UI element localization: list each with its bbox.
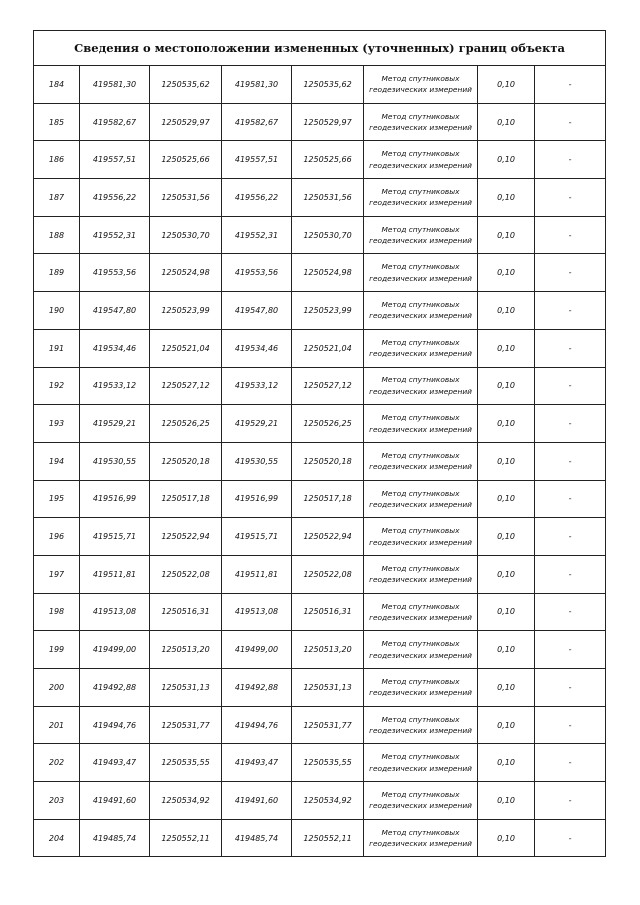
note-cell: - bbox=[535, 292, 606, 330]
note-cell: - bbox=[535, 442, 606, 480]
method-cell: Метод спутниковых геодезических измерений bbox=[364, 254, 478, 292]
y-existing-cell: 1250529,97 bbox=[150, 103, 222, 141]
table-title-row bbox=[34, 31, 606, 66]
x-existing-cell: 419533,12 bbox=[80, 367, 150, 405]
point-number-cell: 188 bbox=[34, 216, 80, 254]
table-row bbox=[34, 706, 606, 744]
point-number-cell: 189 bbox=[34, 254, 80, 292]
note-cell: - bbox=[535, 66, 606, 104]
precision-cell: 0,10 bbox=[478, 782, 535, 820]
table-row bbox=[34, 819, 606, 857]
y-existing-cell: 1250525,66 bbox=[150, 141, 222, 179]
table-row bbox=[34, 555, 606, 593]
note-cell: - bbox=[535, 631, 606, 669]
precision-cell: 0,10 bbox=[478, 706, 535, 744]
document-page bbox=[33, 30, 605, 857]
precision-cell: 0,10 bbox=[478, 367, 535, 405]
x-refined-cell: 419516,99 bbox=[222, 480, 292, 518]
x-existing-cell: 419492,88 bbox=[80, 669, 150, 707]
precision-cell: 0,10 bbox=[478, 405, 535, 443]
x-existing-cell: 419511,81 bbox=[80, 555, 150, 593]
y-refined-cell: 1250524,98 bbox=[292, 254, 364, 292]
note-cell: - bbox=[535, 329, 606, 367]
point-number-cell: 196 bbox=[34, 518, 80, 556]
point-number-cell: 199 bbox=[34, 631, 80, 669]
note-cell: - bbox=[535, 782, 606, 820]
x-refined-cell: 419513,08 bbox=[222, 593, 292, 631]
x-refined-cell: 419581,30 bbox=[222, 66, 292, 104]
y-refined-cell: 1250522,08 bbox=[292, 555, 364, 593]
method-cell: Метод спутниковых геодезических измерений bbox=[364, 442, 478, 480]
table-row bbox=[34, 66, 606, 104]
point-number-cell: 200 bbox=[34, 669, 80, 707]
point-number-cell: 186 bbox=[34, 141, 80, 179]
x-existing-cell: 419493,47 bbox=[80, 744, 150, 782]
x-existing-cell: 419491,60 bbox=[80, 782, 150, 820]
method-cell: Метод спутниковых геодезических измерений bbox=[364, 103, 478, 141]
precision-cell: 0,10 bbox=[478, 819, 535, 857]
point-number-cell: 194 bbox=[34, 442, 80, 480]
x-refined-cell: 419511,81 bbox=[222, 555, 292, 593]
x-existing-cell: 419552,31 bbox=[80, 216, 150, 254]
note-cell: - bbox=[535, 103, 606, 141]
x-refined-cell: 419491,60 bbox=[222, 782, 292, 820]
table-row bbox=[34, 442, 606, 480]
method-cell: Метод спутниковых геодезических измерений bbox=[364, 216, 478, 254]
note-cell: - bbox=[535, 367, 606, 405]
precision-cell: 0,10 bbox=[478, 593, 535, 631]
table-row bbox=[34, 631, 606, 669]
x-existing-cell: 419499,00 bbox=[80, 631, 150, 669]
x-refined-cell: 419529,21 bbox=[222, 405, 292, 443]
x-refined-cell: 419553,56 bbox=[222, 254, 292, 292]
y-refined-cell: 1250531,56 bbox=[292, 179, 364, 217]
method-cell: Метод спутниковых геодезических измерений bbox=[364, 593, 478, 631]
table-row bbox=[34, 405, 606, 443]
point-number-cell: 193 bbox=[34, 405, 80, 443]
table-body bbox=[34, 66, 606, 857]
x-existing-cell: 419557,51 bbox=[80, 141, 150, 179]
y-existing-cell: 1250535,55 bbox=[150, 744, 222, 782]
point-number-cell: 202 bbox=[34, 744, 80, 782]
y-existing-cell: 1250531,56 bbox=[150, 179, 222, 217]
y-existing-cell: 1250527,12 bbox=[150, 367, 222, 405]
x-refined-cell: 419515,71 bbox=[222, 518, 292, 556]
table-row bbox=[34, 518, 606, 556]
coordinates-table bbox=[33, 30, 606, 857]
point-number-cell: 195 bbox=[34, 480, 80, 518]
y-refined-cell: 1250513,20 bbox=[292, 631, 364, 669]
precision-cell: 0,10 bbox=[478, 480, 535, 518]
note-cell: - bbox=[535, 819, 606, 857]
point-number-cell: 185 bbox=[34, 103, 80, 141]
y-existing-cell: 1250526,25 bbox=[150, 405, 222, 443]
precision-cell: 0,10 bbox=[478, 103, 535, 141]
point-number-cell: 204 bbox=[34, 819, 80, 857]
method-cell: Метод спутниковых геодезических измерений bbox=[364, 405, 478, 443]
y-refined-cell: 1250527,12 bbox=[292, 367, 364, 405]
x-refined-cell: 419534,46 bbox=[222, 329, 292, 367]
method-cell: Метод спутниковых геодезических измерений bbox=[364, 819, 478, 857]
x-refined-cell: 419547,80 bbox=[222, 292, 292, 330]
y-existing-cell: 1250517,18 bbox=[150, 480, 222, 518]
point-number-cell: 198 bbox=[34, 593, 80, 631]
note-cell: - bbox=[535, 141, 606, 179]
table-row bbox=[34, 782, 606, 820]
precision-cell: 0,10 bbox=[478, 442, 535, 480]
note-cell: - bbox=[535, 593, 606, 631]
x-existing-cell: 419515,71 bbox=[80, 518, 150, 556]
x-refined-cell: 419582,67 bbox=[222, 103, 292, 141]
method-cell: Метод спутниковых геодезических измерений bbox=[364, 744, 478, 782]
x-existing-cell: 419556,22 bbox=[80, 179, 150, 217]
table-row bbox=[34, 593, 606, 631]
method-cell: Метод спутниковых геодезических измерений bbox=[364, 141, 478, 179]
y-existing-cell: 1250520,18 bbox=[150, 442, 222, 480]
precision-cell: 0,10 bbox=[478, 744, 535, 782]
table-row bbox=[34, 103, 606, 141]
method-cell: Метод спутниковых геодезических измерений bbox=[364, 555, 478, 593]
precision-cell: 0,10 bbox=[478, 216, 535, 254]
note-cell: - bbox=[535, 179, 606, 217]
method-cell: Метод спутниковых геодезических измерений bbox=[364, 631, 478, 669]
x-existing-cell: 419516,99 bbox=[80, 480, 150, 518]
point-number-cell: 187 bbox=[34, 179, 80, 217]
x-refined-cell: 419533,12 bbox=[222, 367, 292, 405]
x-refined-cell: 419556,22 bbox=[222, 179, 292, 217]
y-existing-cell: 1250531,77 bbox=[150, 706, 222, 744]
y-refined-cell: 1250535,62 bbox=[292, 66, 364, 104]
x-refined-cell: 419493,47 bbox=[222, 744, 292, 782]
y-refined-cell: 1250534,92 bbox=[292, 782, 364, 820]
precision-cell: 0,10 bbox=[478, 141, 535, 179]
y-existing-cell: 1250522,94 bbox=[150, 518, 222, 556]
y-refined-cell: 1250522,94 bbox=[292, 518, 364, 556]
y-refined-cell: 1250517,18 bbox=[292, 480, 364, 518]
point-number-cell: 184 bbox=[34, 66, 80, 104]
note-cell: - bbox=[535, 480, 606, 518]
note-cell: - bbox=[535, 518, 606, 556]
y-existing-cell: 1250523,99 bbox=[150, 292, 222, 330]
method-cell: Метод спутниковых геодезических измерений bbox=[364, 292, 478, 330]
note-cell: - bbox=[535, 405, 606, 443]
y-existing-cell: 1250534,92 bbox=[150, 782, 222, 820]
x-refined-cell: 419552,31 bbox=[222, 216, 292, 254]
method-cell: Метод спутниковых геодезических измерений bbox=[364, 329, 478, 367]
x-refined-cell: 419499,00 bbox=[222, 631, 292, 669]
point-number-cell: 192 bbox=[34, 367, 80, 405]
table-title: Сведения о местоположении измененных (уточненных) границ объекта bbox=[34, 31, 606, 66]
method-cell: Метод спутниковых геодезических измерений bbox=[364, 66, 478, 104]
precision-cell: 0,10 bbox=[478, 631, 535, 669]
table-row bbox=[34, 141, 606, 179]
precision-cell: 0,10 bbox=[478, 179, 535, 217]
x-existing-cell: 419529,21 bbox=[80, 405, 150, 443]
x-existing-cell: 419534,46 bbox=[80, 329, 150, 367]
table-row bbox=[34, 179, 606, 217]
point-number-cell: 197 bbox=[34, 555, 80, 593]
x-existing-cell: 419547,80 bbox=[80, 292, 150, 330]
x-refined-cell: 419492,88 bbox=[222, 669, 292, 707]
y-refined-cell: 1250530,70 bbox=[292, 216, 364, 254]
x-refined-cell: 419530,55 bbox=[222, 442, 292, 480]
x-refined-cell: 419557,51 bbox=[222, 141, 292, 179]
precision-cell: 0,10 bbox=[478, 66, 535, 104]
y-refined-cell: 1250531,13 bbox=[292, 669, 364, 707]
y-existing-cell: 1250531,13 bbox=[150, 669, 222, 707]
y-existing-cell: 1250552,11 bbox=[150, 819, 222, 857]
table-row bbox=[34, 480, 606, 518]
method-cell: Метод спутниковых геодезических измерений bbox=[364, 480, 478, 518]
precision-cell: 0,10 bbox=[478, 254, 535, 292]
x-refined-cell: 419494,76 bbox=[222, 706, 292, 744]
y-refined-cell: 1250523,99 bbox=[292, 292, 364, 330]
point-number-cell: 201 bbox=[34, 706, 80, 744]
y-existing-cell: 1250513,20 bbox=[150, 631, 222, 669]
y-existing-cell: 1250530,70 bbox=[150, 216, 222, 254]
point-number-cell: 190 bbox=[34, 292, 80, 330]
note-cell: - bbox=[535, 744, 606, 782]
y-existing-cell: 1250516,31 bbox=[150, 593, 222, 631]
point-number-cell: 191 bbox=[34, 329, 80, 367]
point-number-cell: 203 bbox=[34, 782, 80, 820]
method-cell: Метод спутниковых геодезических измерений bbox=[364, 367, 478, 405]
method-cell: Метод спутниковых геодезических измерений bbox=[364, 782, 478, 820]
x-existing-cell: 419485,74 bbox=[80, 819, 150, 857]
y-existing-cell: 1250521,04 bbox=[150, 329, 222, 367]
note-cell: - bbox=[535, 216, 606, 254]
method-cell: Метод спутниковых геодезических измерений bbox=[364, 706, 478, 744]
method-cell: Метод спутниковых геодезических измерений bbox=[364, 669, 478, 707]
table-row bbox=[34, 669, 606, 707]
y-refined-cell: 1250535,55 bbox=[292, 744, 364, 782]
x-existing-cell: 419582,67 bbox=[80, 103, 150, 141]
method-cell: Метод спутниковых геодезических измерений bbox=[364, 518, 478, 556]
precision-cell: 0,10 bbox=[478, 292, 535, 330]
precision-cell: 0,10 bbox=[478, 669, 535, 707]
y-existing-cell: 1250524,98 bbox=[150, 254, 222, 292]
x-refined-cell: 419485,74 bbox=[222, 819, 292, 857]
precision-cell: 0,10 bbox=[478, 329, 535, 367]
x-existing-cell: 419530,55 bbox=[80, 442, 150, 480]
y-refined-cell: 1250531,77 bbox=[292, 706, 364, 744]
y-refined-cell: 1250516,31 bbox=[292, 593, 364, 631]
x-existing-cell: 419494,76 bbox=[80, 706, 150, 744]
y-refined-cell: 1250520,18 bbox=[292, 442, 364, 480]
note-cell: - bbox=[535, 669, 606, 707]
precision-cell: 0,10 bbox=[478, 518, 535, 556]
x-existing-cell: 419553,56 bbox=[80, 254, 150, 292]
note-cell: - bbox=[535, 254, 606, 292]
y-refined-cell: 1250526,25 bbox=[292, 405, 364, 443]
method-cell: Метод спутниковых геодезических измерений bbox=[364, 179, 478, 217]
y-existing-cell: 1250535,62 bbox=[150, 66, 222, 104]
y-refined-cell: 1250525,66 bbox=[292, 141, 364, 179]
table-row bbox=[34, 216, 606, 254]
y-refined-cell: 1250521,04 bbox=[292, 329, 364, 367]
note-cell: - bbox=[535, 555, 606, 593]
x-existing-cell: 419581,30 bbox=[80, 66, 150, 104]
precision-cell: 0,10 bbox=[478, 555, 535, 593]
note-cell: - bbox=[535, 706, 606, 744]
y-refined-cell: 1250529,97 bbox=[292, 103, 364, 141]
y-refined-cell: 1250552,11 bbox=[292, 819, 364, 857]
table-row bbox=[34, 744, 606, 782]
y-existing-cell: 1250522,08 bbox=[150, 555, 222, 593]
x-existing-cell: 419513,08 bbox=[80, 593, 150, 631]
table-row bbox=[34, 329, 606, 367]
table-row bbox=[34, 254, 606, 292]
table-row bbox=[34, 367, 606, 405]
table-row bbox=[34, 292, 606, 330]
